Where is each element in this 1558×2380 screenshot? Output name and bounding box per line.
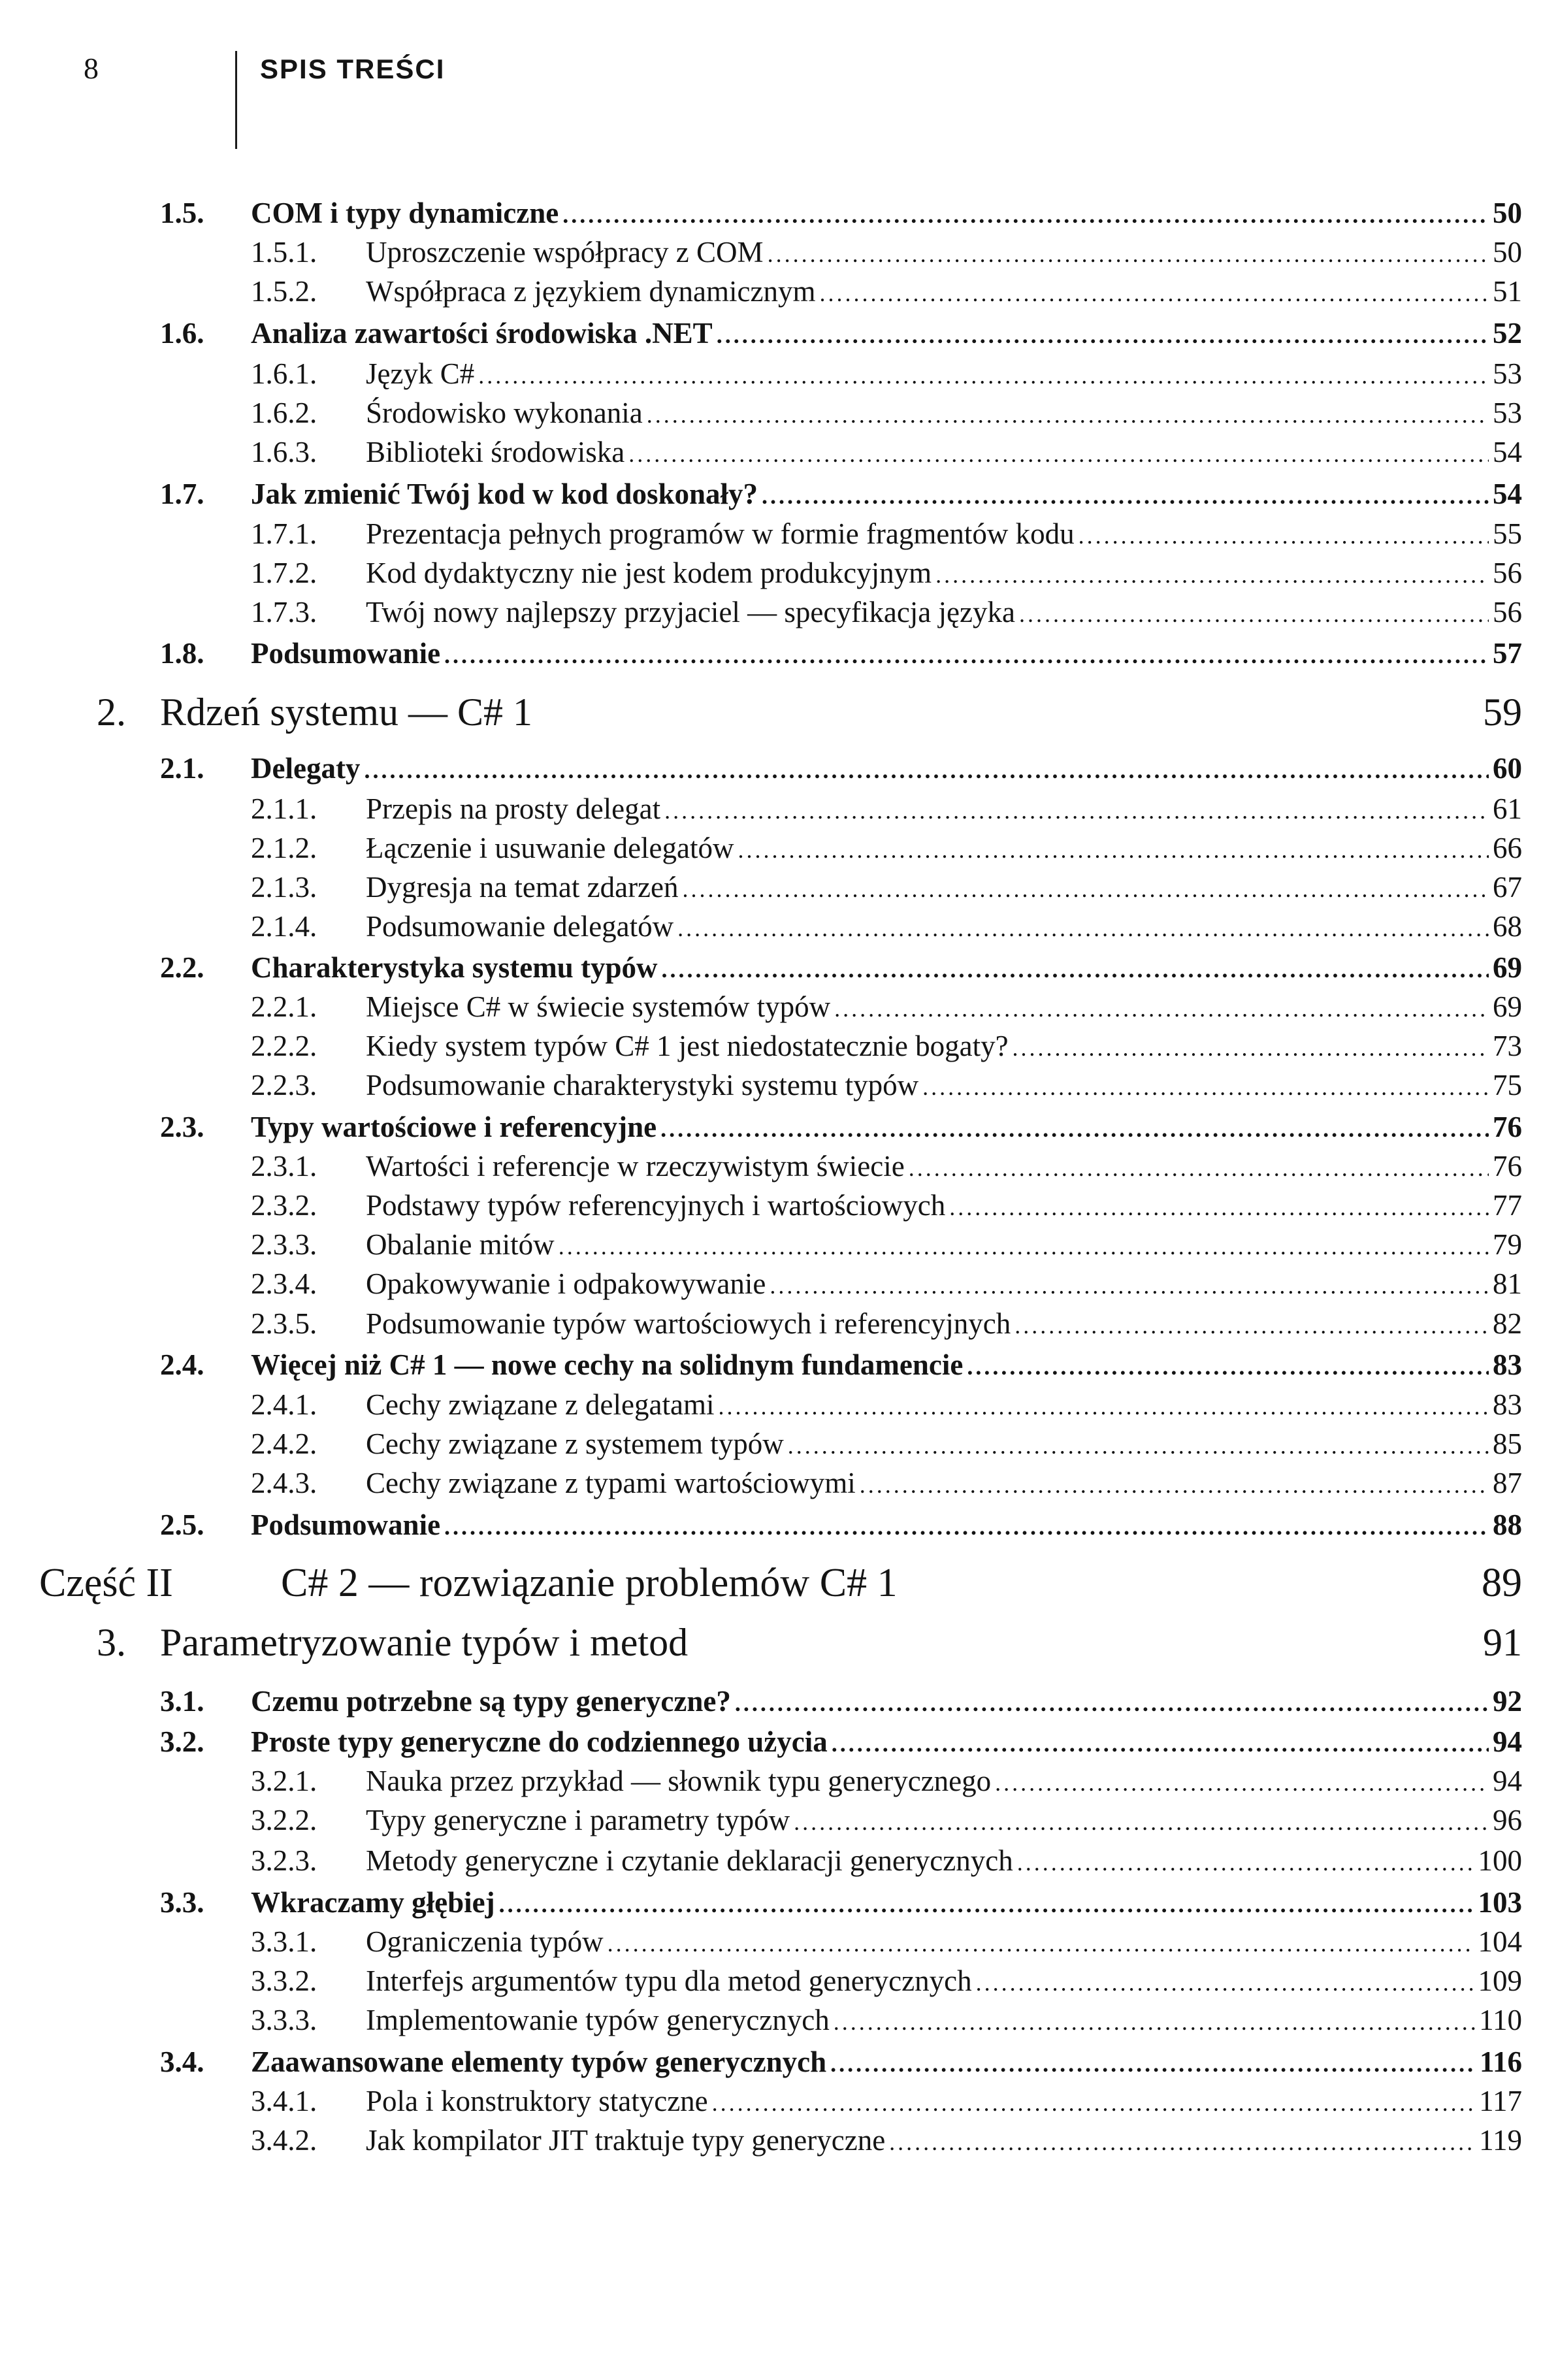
toc-entry <box>160 1110 1522 1149</box>
toc-entry <box>160 636 1522 676</box>
toc-entry-title: Delegaty <box>251 752 361 785</box>
dot-leader <box>647 401 1489 429</box>
toc-entry-number: 2.3.3. <box>251 1228 317 1261</box>
toc-entry-number: 3.3.3. <box>251 2004 317 2036</box>
toc-entry-page: 76 <box>1493 1150 1522 1182</box>
toc-entry-page: 94 <box>1493 1725 1522 1758</box>
toc-entry-number: 3.2.2. <box>251 1804 317 1836</box>
toc-entry <box>251 831 1522 870</box>
toc-entry-number: 3.4. <box>160 2046 204 2078</box>
dot-leader <box>717 321 1489 349</box>
toc-entry <box>251 792 1522 831</box>
toc-entry-number: 1.5.1. <box>251 236 317 269</box>
toc-entry <box>160 2045 1522 2084</box>
toc-entry-number: 2.1.4. <box>251 910 317 943</box>
dot-leader <box>1014 1312 1489 1339</box>
dot-leader <box>562 201 1489 229</box>
toc-entry-page: 76 <box>1493 1111 1522 1143</box>
toc-entry-title: Opakowywanie i odpakowywanie <box>366 1267 766 1300</box>
toc-entry <box>160 316 1522 355</box>
toc-entry-title: Podsumowanie delegatów <box>366 910 674 943</box>
toc-entry-page: 110 <box>1479 2004 1522 2036</box>
toc-entry <box>251 1925 1522 1964</box>
dot-leader <box>1079 522 1489 549</box>
toc-entry-number: 1.6.3. <box>251 436 317 468</box>
toc-entry-number: 3.2. <box>160 1725 204 1758</box>
toc-entry <box>251 1803 1522 1842</box>
toc-entry-title: COM i typy dynamiczne <box>251 197 559 229</box>
dot-leader <box>1013 1034 1489 1062</box>
toc-entry-page: 94 <box>1493 1765 1522 1797</box>
toc-entry <box>160 1684 1522 1723</box>
dot-leader <box>664 797 1489 824</box>
toc-entry-title: Uproszczenie współpracy z COM <box>366 236 764 269</box>
toc-entry-number: 1.5.2. <box>251 275 317 308</box>
toc-entry <box>160 196 1522 235</box>
dot-leader <box>735 1689 1489 1717</box>
dot-leader <box>683 875 1489 903</box>
toc-entry-page: 79 <box>1493 1228 1522 1261</box>
toc-entry-page: 119 <box>1479 2124 1522 2157</box>
toc-entry-number: 3. <box>97 1621 126 1664</box>
toc-entry-page: 85 <box>1493 1427 1522 1460</box>
dot-leader <box>768 240 1489 268</box>
toc-entry-title: Cechy związane z typami wartościowymi <box>366 1467 856 1499</box>
toc-entry-number: 3.4.1. <box>251 2085 317 2117</box>
toc-entry-title: Biblioteki środowiska <box>366 436 625 468</box>
dot-leader <box>995 1769 1489 1797</box>
toc-entry-page: 83 <box>1493 1348 1522 1381</box>
toc-entry-title: Implementowanie typów generycznych <box>366 2004 830 2036</box>
dot-leader <box>1019 600 1489 628</box>
toc-entry-page: 59 <box>1483 691 1522 734</box>
toc-entry-title: Jak zmienić Twój kod w kod doskonały? <box>251 478 758 510</box>
dot-leader <box>830 2050 1476 2078</box>
toc-entry-title: Prezentacja pełnych programów w formie fragmentów kodu <box>366 517 1075 550</box>
toc-entry-title: Współpraca z językiem dynamicznym <box>366 275 816 308</box>
toc-entry-page: 66 <box>1493 832 1522 864</box>
dot-leader <box>834 2008 1475 2036</box>
toc-entry-title: C# 2 — rozwiązanie problemów C# 1 <box>281 1561 898 1605</box>
dot-leader <box>832 1730 1489 1757</box>
toc-entry-number: 2.5. <box>160 1508 204 1541</box>
toc-entry <box>39 1560 1522 1612</box>
dot-leader <box>662 956 1489 983</box>
toc-entry <box>251 435 1522 474</box>
toc-entry-page: 109 <box>1478 1964 1522 1997</box>
dot-leader <box>922 1073 1489 1101</box>
toc-entry <box>251 1068 1522 1107</box>
toc-entry-number: 1.6.1. <box>251 357 317 390</box>
dot-leader <box>364 757 1489 784</box>
toc-entry-title: Rdzeń systemu — C# 1 <box>160 691 532 734</box>
toc-entry-page: 53 <box>1493 357 1522 390</box>
dot-leader <box>712 2089 1476 2117</box>
toc-entry-number: 2.1.1. <box>251 792 317 825</box>
toc-entry-number: 3.3.2. <box>251 1964 317 1997</box>
toc-entry-number: 1.7.1. <box>251 517 317 550</box>
toc-entry <box>251 1844 1522 1883</box>
toc-entry-title: Dygresja na temat zdarzeń <box>366 871 679 904</box>
toc-entry-title: Kod dydaktyczny nie jest kodem produkcyjnym <box>366 557 932 589</box>
dot-leader <box>762 482 1489 510</box>
dot-leader <box>559 1233 1489 1260</box>
toc-entry-number: 2.2.3. <box>251 1069 317 1101</box>
toc-entry-title: Wkraczamy głębiej <box>251 1886 495 1919</box>
toc-entry-page: 75 <box>1493 1069 1522 1101</box>
toc-entry <box>251 1466 1522 1505</box>
dot-leader <box>444 642 1489 669</box>
toc-entry-title: Wartości i referencje w rzeczywistym świecie <box>366 1150 905 1182</box>
toc-entry-title: Język C# <box>366 357 475 390</box>
toc-entry <box>251 396 1522 435</box>
dot-leader <box>444 1513 1489 1540</box>
toc-entry-title: Więcej niż C# 1 — nowe cechy na solidnym fundamencie <box>251 1348 964 1381</box>
toc-entry <box>251 1149 1522 1188</box>
toc-entry <box>160 1508 1522 1547</box>
toc-entry-page: 50 <box>1493 236 1522 269</box>
toc-entry-page: 77 <box>1493 1189 1522 1222</box>
toc-entry <box>160 751 1522 791</box>
toc-entry-title: Podsumowanie <box>251 637 441 670</box>
toc-entry-page: 69 <box>1493 990 1522 1023</box>
toc-entry-number: 2.1.2. <box>251 832 317 864</box>
toc-entry <box>251 990 1522 1029</box>
toc-entry-page: 54 <box>1493 478 1522 510</box>
toc-entry-page: 104 <box>1478 1925 1522 1958</box>
toc-entry-title: Obalanie mitów <box>366 1228 555 1261</box>
toc-entry <box>160 1348 1522 1387</box>
toc-entry-number: 3.3.1. <box>251 1925 317 1958</box>
toc-entry-page: 117 <box>1479 2085 1522 2117</box>
toc-entry-number: 3.3. <box>160 1886 204 1919</box>
toc-entry-page: 88 <box>1493 1508 1522 1541</box>
toc-entry-page: 56 <box>1493 557 1522 589</box>
toc-entry-page: 56 <box>1493 596 1522 628</box>
toc-entry-title: Jak kompilator JIT traktuje typy generyczne <box>366 2124 886 2157</box>
toc-entry-page: 57 <box>1493 637 1522 670</box>
toc-entry-number: 2.2. <box>160 951 204 984</box>
toc-entry-number: 1.7.2. <box>251 557 317 589</box>
toc-entry <box>251 357 1522 396</box>
toc-entry-title: Czemu potrzebne są typy generyczne? <box>251 1685 731 1718</box>
toc-entry <box>251 1427 1522 1466</box>
dot-leader <box>788 1432 1489 1459</box>
dot-leader <box>718 1393 1489 1420</box>
toc-entry-title: Kiedy system typów C# 1 jest niedostatecznie bogaty? <box>366 1030 1009 1062</box>
dot-leader <box>499 1891 1474 1918</box>
toc-entry-number: 2.3.1. <box>251 1150 317 1182</box>
dot-leader <box>949 1194 1489 1221</box>
toc-entry <box>251 1267 1522 1306</box>
toc-entry <box>251 517 1522 556</box>
toc-entry-page: 67 <box>1493 871 1522 904</box>
toc-entry-number: 2.4.1. <box>251 1388 317 1421</box>
toc-entry-title: Podsumowanie charakterystyki systemu typów <box>366 1069 919 1101</box>
toc-entry-number: 2.1.3. <box>251 871 317 904</box>
dot-leader <box>628 440 1489 468</box>
dot-leader <box>478 362 1489 389</box>
dot-leader <box>909 1154 1489 1182</box>
toc-entry-page: 96 <box>1493 1804 1522 1836</box>
toc-entry-title: Zaawansowane elementy typów generycznych <box>251 2046 827 2078</box>
toc-entry-page: 89 <box>1482 1561 1522 1605</box>
toc-entry <box>251 2084 1522 2123</box>
toc-entry-page: 53 <box>1493 397 1522 429</box>
dot-leader <box>794 1808 1489 1836</box>
toc-entry-number: 2.3.5. <box>251 1307 317 1340</box>
toc-entry-title: Łączenie i usuwanie delegatów <box>366 832 734 864</box>
toc-entry-title: Podsumowanie typów wartościowych i referencyjnych <box>366 1307 1011 1340</box>
toc-entry-title: Twój nowy najlepszy przyjaciel — specyfikacja języka <box>366 596 1015 628</box>
toc-entry-page: 68 <box>1493 910 1522 943</box>
toc-entry <box>251 2003 1522 2042</box>
toc-entry-title: Parametryzowanie typów i metod <box>160 1621 689 1664</box>
toc-entry <box>251 556 1522 595</box>
toc-entry-number: 2.4. <box>160 1348 204 1381</box>
toc-entry-page: 87 <box>1493 1467 1522 1499</box>
page-number: 8 <box>84 52 99 85</box>
toc-entry-page: 116 <box>1479 2046 1522 2078</box>
toc-entry <box>97 1620 1522 1672</box>
toc-entry-number: 1.5. <box>160 197 204 229</box>
dot-leader <box>834 995 1489 1022</box>
toc-entry <box>251 1029 1522 1068</box>
toc-entry-number: 2.2.1. <box>251 990 317 1023</box>
toc-entry <box>251 2123 1522 2162</box>
dot-leader <box>660 1115 1489 1143</box>
toc-entry-number: 1.7. <box>160 478 204 510</box>
toc-entry-page: 82 <box>1493 1307 1522 1340</box>
toc-entry-number: 2.2.2. <box>251 1030 317 1062</box>
toc-entry <box>160 477 1522 516</box>
toc-entry <box>251 1964 1522 2003</box>
dot-leader <box>819 280 1489 307</box>
toc-entry-title: Metody generyczne i czytanie deklaracji generycznych <box>366 1844 1013 1877</box>
toc-entry-number: 1.8. <box>160 637 204 670</box>
toc-entry <box>97 690 1522 742</box>
toc-entry-title: Typy generyczne i parametry typów <box>366 1804 790 1836</box>
toc-entry <box>251 1307 1522 1346</box>
toc-entry-title: Cechy związane z systemem typów <box>366 1427 784 1460</box>
toc-entry-title: Charakterystyka systemu typów <box>251 951 658 984</box>
toc-entry-title: Pola i konstruktory statyczne <box>366 2085 708 2117</box>
toc-entry-number: 2.3.2. <box>251 1189 317 1222</box>
dot-leader <box>608 1930 1474 1957</box>
toc-entry-number: 2.3.4. <box>251 1267 317 1300</box>
toc-entry-number: Część II <box>39 1561 173 1605</box>
toc-entry-page: 103 <box>1478 1886 1522 1919</box>
toc-entry-title: Proste typy generyczne do codziennego użycia <box>251 1725 828 1758</box>
toc-entry-title: Przepis na prosty delegat <box>366 792 661 825</box>
toc-entry-page: 50 <box>1493 197 1522 229</box>
toc-entry-title: Interfejs argumentów typu dla metod generycznych <box>366 1964 972 1997</box>
toc-entry-title: Analiza zawartości środowiska .NET <box>251 317 713 350</box>
toc-entry <box>251 1188 1522 1228</box>
toc-entry <box>251 595 1522 634</box>
toc-entry <box>251 909 1522 949</box>
dot-leader <box>976 1969 1474 1997</box>
toc-entry <box>251 1388 1522 1427</box>
toc-entry <box>251 1764 1522 1803</box>
toc-entry-title: Środowisko wykonania <box>366 397 643 429</box>
toc-entry-page: 54 <box>1493 436 1522 468</box>
toc-entry-number: 2.1. <box>160 752 204 785</box>
toc-entry-number: 2.4.2. <box>251 1427 317 1460</box>
toc-entry-page: 55 <box>1493 517 1522 550</box>
toc-entry-number: 3.4.2. <box>251 2124 317 2157</box>
dot-leader <box>677 915 1489 942</box>
toc-entry-page: 61 <box>1493 792 1522 825</box>
toc-entry-number: 2.4.3. <box>251 1467 317 1499</box>
toc-entry-page: 100 <box>1478 1844 1522 1877</box>
toc-entry-page: 92 <box>1493 1685 1522 1718</box>
toc-entry-number: 1.7.3. <box>251 596 317 628</box>
toc-entry-number: 3.2.3. <box>251 1844 317 1877</box>
toc-entry-page: 91 <box>1483 1621 1522 1664</box>
toc-entry <box>251 1228 1522 1267</box>
dot-leader <box>889 2128 1475 2156</box>
toc-entry-page: 73 <box>1493 1030 1522 1062</box>
toc-entry <box>160 951 1522 990</box>
toc-entry-number: 3.1. <box>160 1685 204 1718</box>
dot-leader <box>860 1471 1489 1499</box>
toc-entry-title: Nauka przez przykład — słownik typu generycznego <box>366 1765 992 1797</box>
toc-entry-number: 2. <box>97 691 126 734</box>
toc-entry-page: 52 <box>1493 317 1522 350</box>
toc-entry-title: Miejsce C# w świecie systemów typów <box>366 990 831 1023</box>
toc-entry-number: 1.6. <box>160 317 204 350</box>
toc-entry <box>251 870 1522 909</box>
toc-entry <box>160 1725 1522 1764</box>
toc-entry <box>251 235 1522 274</box>
toc-entry-number: 3.2.1. <box>251 1765 317 1797</box>
dot-leader <box>1017 1849 1474 1876</box>
toc-entry <box>160 1885 1522 1925</box>
toc-entry-title: Cechy związane z delegatami <box>366 1388 715 1421</box>
dot-leader <box>770 1272 1489 1299</box>
toc-entry-page: 83 <box>1493 1388 1522 1421</box>
dot-leader <box>738 836 1489 864</box>
toc-entry-title: Typy wartościowe i referencyjne <box>251 1111 657 1143</box>
toc-entry-number: 1.6.2. <box>251 397 317 429</box>
toc-entry-page: 60 <box>1493 752 1522 785</box>
toc-entry-title: Ograniczenia typów <box>366 1925 604 1958</box>
toc-entry-title: Podstawy typów referencyjnych i wartościowych <box>366 1189 946 1222</box>
toc-entry-page: 81 <box>1493 1267 1522 1300</box>
toc-entry-title: Podsumowanie <box>251 1508 441 1541</box>
toc-entry-page: 51 <box>1493 275 1522 308</box>
dot-leader <box>967 1353 1489 1380</box>
toc-entry <box>251 274 1522 314</box>
dot-leader <box>935 561 1489 589</box>
toc-entry-number: 2.3. <box>160 1111 204 1143</box>
toc-entry-page: 69 <box>1493 951 1522 984</box>
section-title: SPIS TREŚCI <box>260 54 446 84</box>
